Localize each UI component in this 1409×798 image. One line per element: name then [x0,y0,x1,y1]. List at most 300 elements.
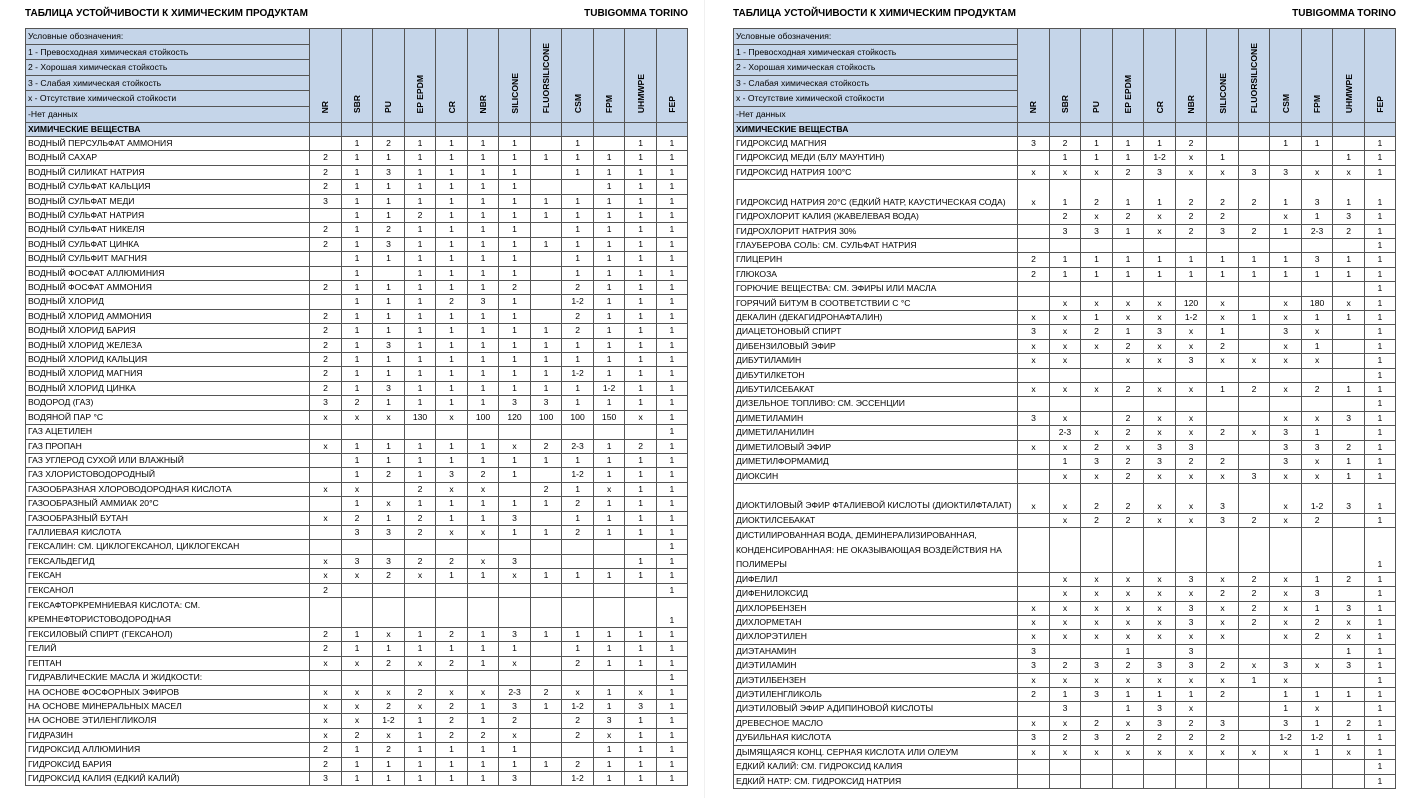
resistance-value: 1 [562,237,594,251]
resistance-value: 1 [656,743,687,757]
resistance-value: 2 [1112,731,1144,745]
resistance-value [1081,760,1113,774]
resistance-value: 1-2 [373,714,405,728]
chemical-name: ВОДНЫЙ ФОСФАТ АЛЛЮМИНИЯ [26,266,310,280]
resistance-value [467,540,499,554]
resistance-value: 2 [1112,455,1144,469]
table-row [26,627,688,641]
resistance-value: 1 [373,439,405,453]
chemical-name: ДИЗЕЛЬНОЕ ТОПЛИВО: СМ. ЭССЕНЦИИ [734,397,1018,411]
resistance-value: 1 [1207,383,1239,397]
resistance-value [310,525,342,539]
resistance-value: 2 [1049,731,1081,745]
resistance-value: 3 [1049,224,1081,238]
resistance-value: 3 [1175,354,1207,368]
resistance-value: 1 [1364,630,1395,644]
resistance-value: 1 [467,324,499,338]
column-header [1018,29,1050,123]
resistance-value: x [1081,383,1113,397]
resistance-value: 120 [1175,296,1207,310]
resistance-value: 3 [310,772,342,786]
resistance-value [530,511,562,525]
resistance-value: 2 [1175,210,1207,224]
table-row [734,455,1396,469]
page-title: ТАБЛИЦА УСТОЙЧИВОСТИ К ХИМИЧЕСКИМ ПРОДУКТАМ [25,8,308,19]
resistance-value: 2 [1238,616,1270,630]
resistance-value: x [1301,469,1333,483]
chemical-resistance-table [25,28,688,786]
resistance-value: 1 [1238,311,1270,325]
resistance-value: x [1207,296,1239,310]
resistance-value: 1 [373,324,405,338]
chemical-name: ГАЗООБРАЗНЫЙ БУТАН [26,511,310,525]
column-header-label: UHMWPE [1343,74,1354,114]
resistance-value: 1 [1333,253,1365,267]
resistance-value [1207,397,1239,411]
resistance-value: 1 [1364,587,1395,601]
resistance-value [1081,528,1113,573]
resistance-value: 1 [436,136,468,150]
resistance-value: x [310,439,342,453]
resistance-value: 2 [1301,513,1333,527]
resistance-value: 1 [404,136,436,150]
resistance-value: 1 [656,569,687,583]
resistance-value [530,597,562,627]
resistance-value [1081,702,1113,716]
resistance-value: 1 [530,381,562,395]
resistance-value: 1 [593,627,625,641]
resistance-value: 1 [1112,702,1144,716]
resistance-value: x [1049,296,1081,310]
resistance-value [1333,354,1365,368]
resistance-value: 1 [1364,411,1395,425]
resistance-value [499,540,531,554]
resistance-value: 2 [310,324,342,338]
chemical-name: ДЫМЯЩАЯСЯ КОНЦ. СЕРНАЯ КИСЛОТА ИЛИ ОЛЕУМ [734,745,1018,759]
resistance-value: 1 [404,468,436,482]
resistance-value: x [341,685,373,699]
resistance-value [1018,296,1050,310]
resistance-value: 1 [625,714,657,728]
resistance-value: 1 [341,324,373,338]
resistance-value: 2 [1175,136,1207,150]
resistance-value: 1 [625,569,657,583]
resistance-value: x [499,569,531,583]
resistance-value: 1 [467,757,499,771]
resistance-value: x [1270,296,1302,310]
resistance-value: 3 [1207,224,1239,238]
resistance-value: 1 [341,266,373,280]
resistance-value: 2 [1081,180,1113,210]
chemical-name: ГАЗООБРАЗНЫЙ АММИАК 20°C [26,497,310,511]
resistance-value [1238,397,1270,411]
section-cell [310,122,342,136]
resistance-value: 1 [530,209,562,223]
resistance-value [1301,282,1333,296]
column-header-label: EP EPDM [1123,74,1133,114]
resistance-value [1018,587,1050,601]
resistance-value [593,597,625,627]
resistance-value: 1 [341,223,373,237]
resistance-value: 1 [404,381,436,395]
resistance-value [530,425,562,439]
section-cell [1049,122,1081,136]
resistance-value: x [1081,630,1113,644]
table-row [734,180,1396,210]
resistance-value: 2 [436,700,468,714]
resistance-value: 1 [1364,601,1395,615]
chemical-name: ВОДЯНОЙ ПАР °C [26,410,310,424]
resistance-value: 1 [625,223,657,237]
column-header [341,29,373,123]
resistance-value: 1 [1112,267,1144,281]
resistance-value: 3 [1081,224,1113,238]
resistance-value: x [1144,339,1176,353]
resistance-value: 1 [467,714,499,728]
table-row [26,482,688,496]
table-row [734,774,1396,788]
resistance-value: 1 [530,453,562,467]
resistance-value [1301,368,1333,382]
page-header [25,8,688,22]
resistance-value [1112,397,1144,411]
resistance-value: 1 [1364,282,1395,296]
resistance-value: 1 [436,453,468,467]
resistance-value: 2 [404,511,436,525]
resistance-value: 1 [373,209,405,223]
resistance-value [1018,760,1050,774]
table-row [26,583,688,597]
resistance-value: 1 [373,151,405,165]
resistance-value: 2 [310,309,342,323]
resistance-value: 1 [404,772,436,786]
resistance-value [1144,282,1176,296]
resistance-value: x [1018,440,1050,454]
resistance-value: 2 [1238,601,1270,615]
table-row [26,136,688,150]
resistance-value [310,453,342,467]
resistance-value: 3 [1301,587,1333,601]
resistance-value: x [1081,339,1113,353]
resistance-value [1081,411,1113,425]
chemical-name: ДИБЕНЗИЛОВЫЙ ЭФИР [734,339,1018,353]
resistance-value: 1 [436,772,468,786]
resistance-value: x [1270,383,1302,397]
resistance-value [530,136,562,150]
column-header [656,29,687,123]
resistance-value: 1 [1301,572,1333,586]
resistance-value [1144,368,1176,382]
resistance-value: x [1207,630,1239,644]
resistance-value: 100 [467,410,499,424]
resistance-value: 1 [1364,673,1395,687]
resistance-value: x [404,569,436,583]
table-row [734,702,1396,716]
resistance-value [562,743,594,757]
resistance-value: 1 [1364,760,1395,774]
resistance-value [530,554,562,568]
resistance-value [1207,282,1239,296]
table-row [734,572,1396,586]
resistance-value: x [625,685,657,699]
resistance-value: 1 [1207,325,1239,339]
resistance-value: 1 [1144,136,1176,150]
resistance-value [1081,239,1113,253]
resistance-value: 1 [373,281,405,295]
resistance-value: x [1175,702,1207,716]
resistance-value [467,583,499,597]
resistance-value: 3 [1270,455,1302,469]
resistance-value: 1 [1270,180,1302,210]
resistance-value: 1 [1364,644,1395,658]
legend-line: 2 - Хорошая химическая стойкость [734,60,1017,76]
resistance-value [1270,151,1302,165]
resistance-value: 1 [404,353,436,367]
resistance-value: 2 [1333,440,1365,454]
resistance-value: 1 [562,453,594,467]
chemical-name: ГЛЮКОЗА [734,267,1018,281]
table-row [734,587,1396,601]
resistance-value: x [1175,745,1207,759]
resistance-value: 3 [1144,659,1176,673]
resistance-value [1333,513,1365,527]
resistance-value: x [1018,630,1050,644]
resistance-value: 2 [310,180,342,194]
resistance-value: 1 [467,165,499,179]
resistance-value [404,425,436,439]
table-row [26,396,688,410]
resistance-value: x [1049,383,1081,397]
resistance-value: 1 [436,324,468,338]
resistance-value: x [1081,165,1113,179]
resistance-value: 2 [310,151,342,165]
resistance-value [1112,528,1144,573]
column-header [404,29,436,123]
table-row [26,511,688,525]
resistance-value: x [1112,601,1144,615]
resistance-value: 2 [1049,136,1081,150]
resistance-value: 2 [310,237,342,251]
resistance-value: 1-2 [562,468,594,482]
resistance-value [530,295,562,309]
resistance-value: 1 [436,381,468,395]
chemical-name: ДРЕВЕСНОЕ МАСЛО [734,716,1018,730]
resistance-value: 1 [625,209,657,223]
resistance-value: 1 [593,757,625,771]
resistance-value: 1 [1364,311,1395,325]
resistance-value: 1 [625,281,657,295]
resistance-value: 1 [341,353,373,367]
resistance-value [1333,136,1365,150]
resistance-value: 1 [1270,702,1302,716]
resistance-value: 2 [310,165,342,179]
resistance-value: 1 [404,453,436,467]
resistance-value [1018,426,1050,440]
chemical-name: ВОДНЫЙ ХЛОРИД ЦИНКА [26,381,310,395]
column-header [1049,29,1081,123]
resistance-value: 1 [562,136,594,150]
resistance-value: 1 [656,728,687,742]
resistance-value: 1 [656,482,687,496]
resistance-value [530,642,562,656]
resistance-value [1049,239,1081,253]
resistance-value: 2 [499,714,531,728]
column-header-label: CSM [1280,94,1291,114]
resistance-value: x [341,569,373,583]
page-left [22,0,688,798]
resistance-value: 1 [593,237,625,251]
resistance-value [1238,483,1270,513]
resistance-value: 1 [436,252,468,266]
resistance-value: 2 [310,757,342,771]
table-row [734,440,1396,454]
table-row [734,716,1396,730]
resistance-value: x [1270,339,1302,353]
section-cell [656,122,687,136]
resistance-value: 1 [656,309,687,323]
resistance-value [1081,644,1113,658]
resistance-value: 1 [467,396,499,410]
resistance-value: x [1270,513,1302,527]
section-cell [1301,122,1333,136]
resistance-value: 1 [1144,267,1176,281]
table-row [26,656,688,670]
resistance-value [1301,673,1333,687]
legend-line: -Нет данных [736,108,786,119]
resistance-value: 1 [436,569,468,583]
chemical-name: ВОДНЫЙ СУЛЬФАТ МЕДИ [26,194,310,208]
resistance-value: 1 [625,525,657,539]
resistance-value [1207,239,1239,253]
resistance-value: 1-2 [1175,311,1207,325]
resistance-value: 1 [1270,136,1302,150]
resistance-value: 2 [1238,180,1270,210]
column-header-label: SBR [1059,95,1070,114]
resistance-value: x [1333,630,1365,644]
resistance-value [310,295,342,309]
resistance-value: 1 [656,194,687,208]
resistance-value [1018,151,1050,165]
chemical-name: ГАЗООБРАЗНАЯ ХЛОРОВОДОРОДНАЯ КИСЛОТА [26,482,310,496]
table-row [734,239,1396,253]
column-header-label: UHMWPE [635,74,646,114]
resistance-value: 1 [1364,383,1395,397]
resistance-value [1207,136,1239,150]
resistance-value: 1 [593,266,625,280]
resistance-value: 2 [1238,383,1270,397]
chemical-name: ГАЗ АЦЕТИЛЕН [26,425,310,439]
resistance-value: 2 [1207,587,1239,601]
resistance-value: x [1081,587,1113,601]
resistance-value: 1 [373,180,405,194]
resistance-value: 3 [1333,210,1365,224]
resistance-value: 180 [1301,296,1333,310]
resistance-value: 3 [341,554,373,568]
resistance-value: 1 [436,642,468,656]
resistance-value: 1 [499,252,531,266]
resistance-value: x [593,728,625,742]
resistance-value: 1 [499,757,531,771]
resistance-value: 1 [404,223,436,237]
table-row [26,642,688,656]
resistance-value: 1 [656,209,687,223]
resistance-value: x [1049,339,1081,353]
resistance-value: 1 [593,338,625,352]
resistance-value: 1 [467,223,499,237]
resistance-value: 1 [1238,253,1270,267]
resistance-value [1238,325,1270,339]
resistance-value: 3 [1018,136,1050,150]
table-row [26,700,688,714]
resistance-value: 1 [593,223,625,237]
resistance-value: x [1175,513,1207,527]
resistance-value: 1 [1238,673,1270,687]
resistance-value [404,583,436,597]
chemical-name: ДИМЕТИЛАНИЛИН [734,426,1018,440]
column-header [530,29,562,123]
resistance-value: 3 [1207,483,1239,513]
legend-line: x - Отсутствие химической стойкости [26,91,309,107]
resistance-value: 1 [341,743,373,757]
resistance-value: 2 [341,396,373,410]
resistance-value: 1 [499,309,531,323]
resistance-value: 1 [1207,151,1239,165]
resistance-value: 1 [656,511,687,525]
section-cell [341,122,373,136]
resistance-value [1049,774,1081,788]
resistance-value: 3 [310,194,342,208]
column-header [1207,29,1239,123]
resistance-value: 1 [1049,267,1081,281]
resistance-value: 3 [1018,659,1050,673]
resistance-value: 1 [1364,455,1395,469]
resistance-value: 1 [467,209,499,223]
resistance-value: 1 [467,453,499,467]
chemical-name: ДИЭТИЛЕНГЛИКОЛЬ [734,688,1018,702]
resistance-value: 1 [1112,688,1144,702]
resistance-value: 1 [499,525,531,539]
resistance-value: x [1049,745,1081,759]
header-row [26,29,688,123]
resistance-value: 1 [404,757,436,771]
resistance-value [1238,528,1270,573]
resistance-value [1018,469,1050,483]
resistance-value: 2 [1112,659,1144,673]
resistance-value: 1 [499,743,531,757]
chemical-name: ГАЗ УГЛЕРОД СУХОЙ ИЛИ ВЛАЖНЫЙ [26,453,310,467]
resistance-value: 3 [1175,572,1207,586]
resistance-value: 2 [310,353,342,367]
resistance-value: 1 [593,324,625,338]
chemical-name: ГАЗ ПРОПАН [26,439,310,453]
resistance-value: 1 [530,757,562,771]
resistance-value: 2 [1112,165,1144,179]
resistance-value [1238,760,1270,774]
column-header-label: SBR [351,95,362,114]
legend-line: x - Отсутствие химической стойкости [734,91,1017,107]
table-row [26,554,688,568]
resistance-value: 1 [530,151,562,165]
resistance-value [1175,368,1207,382]
column-header [373,29,405,123]
resistance-value: 1 [562,223,594,237]
table-row [734,397,1396,411]
resistance-value: 1 [625,338,657,352]
resistance-value: x [1175,483,1207,513]
table-row [26,439,688,453]
resistance-value [1049,528,1081,573]
resistance-value: x [1018,165,1050,179]
